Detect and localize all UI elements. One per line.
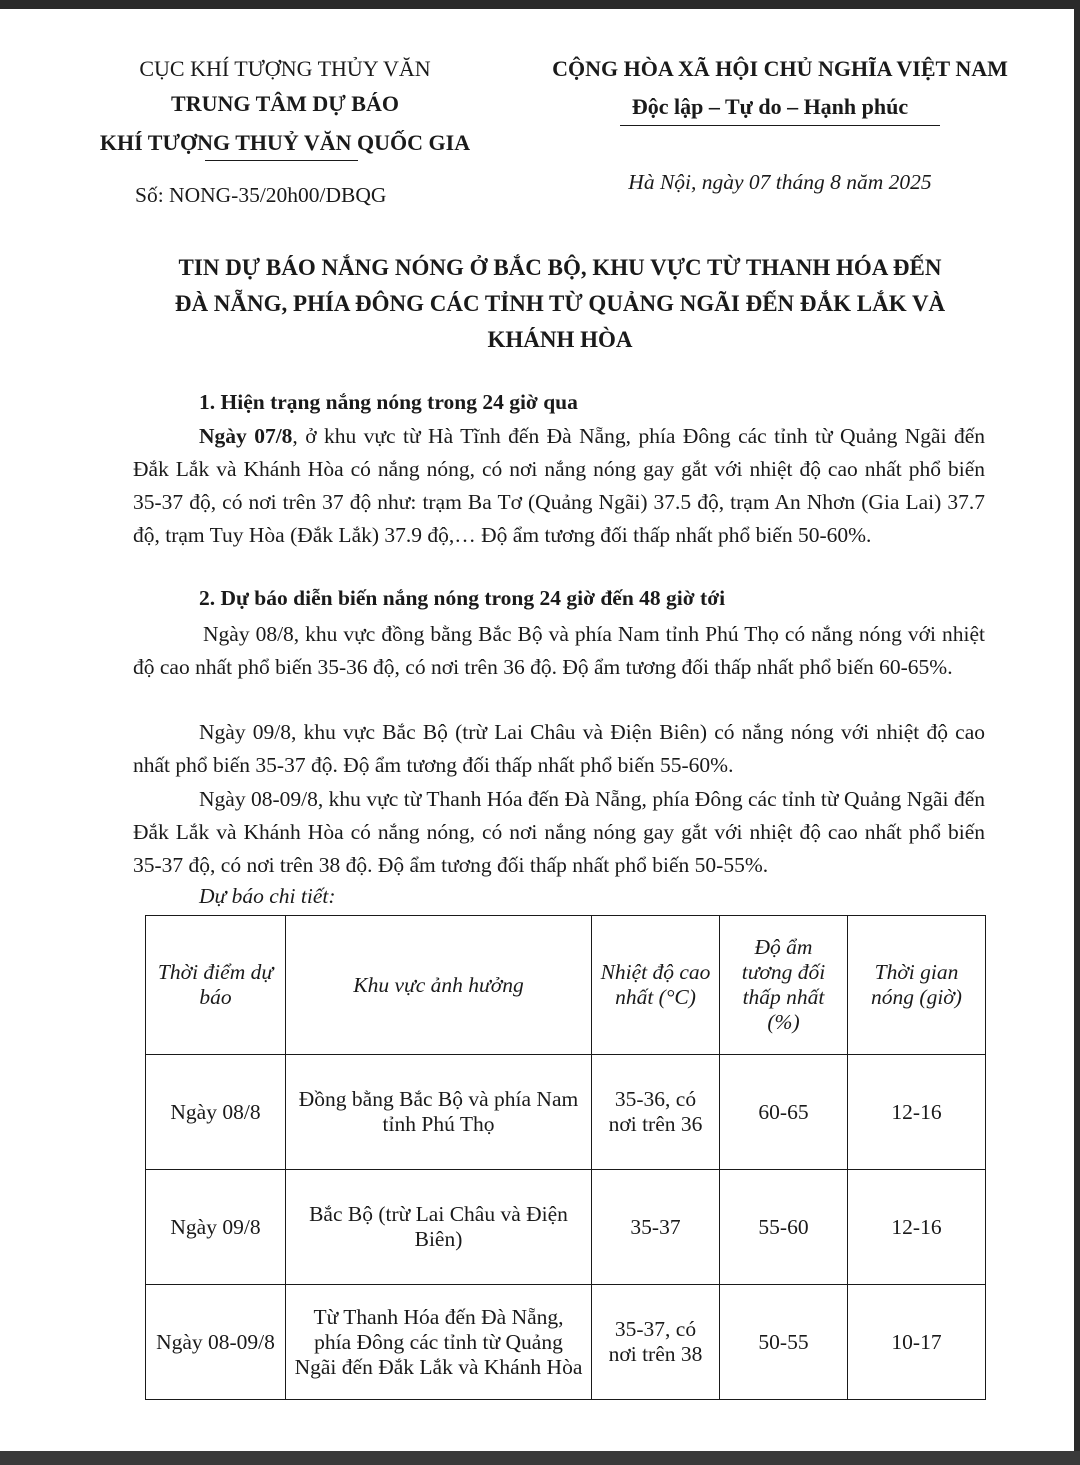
cell-hot-duration: 12-16 (848, 1170, 986, 1285)
header-hot-duration: Thời gian nóng (giờ) (848, 916, 986, 1055)
cell-affected-area: Bắc Bộ (trừ Lai Châu và Điện Biên) (286, 1170, 592, 1285)
table-header-row (146, 916, 986, 1055)
agency-underline (205, 160, 358, 161)
cell-min-humidity: 55-60 (720, 1170, 848, 1285)
cell-hot-duration: 10-17 (848, 1285, 986, 1400)
header-forecast-time: Thời điểm dự báo (146, 916, 286, 1055)
title-line: TIN DỰ BÁO NẮNG NÓNG Ở BẮC BỘ, KHU VỰC TỪ THANH HÓA ĐẾN (178, 255, 942, 280)
national-title: CỘNG HÒA XÃ HỘI CHỦ NGHĨA VIỆT NAM (552, 56, 1008, 81)
header-affected-area: Khu vực ảnh hưởng (286, 916, 592, 1055)
section-1-paragraph (133, 420, 985, 552)
document-date: Hà Nội, ngày 07 tháng 8 năm 2025 (628, 170, 932, 194)
forecast-paragraph-3 (133, 783, 985, 882)
table-row (146, 1170, 986, 1285)
photo-frame-bottom (0, 1451, 1080, 1465)
section-1-text: , ở khu vực từ Hà Tĩnh đến Đà Nẵng, phía Đông các tỉnh từ Quảng Ngãi đến Đắk Lắk và Khánh Hòa có nắng nóng, có nơi nắng nóng gay gắt với nhiệt độ cao nhất phổ biến 35-37 độ, có nơi trên 37 độ như: trạm Ba Tơ (Quảng Ngãi) 37.5 độ, trạm An Nhơn (Gia Lai) 37.7 độ, trạm Tuy Hòa (Đắk Lắk) 37.9 độ,… Độ ẩm tương đối thấp nhất phổ biến 50-60%. (133, 424, 986, 547)
agency-center: TRUNG TÂM DỰ BÁO (171, 91, 399, 116)
header-max-temperature: Nhiệt độ cao nhất (°C) (592, 916, 720, 1055)
cell-forecast-time: Ngày 08/8 (146, 1055, 286, 1170)
forecast-text-3: Ngày 08-09/8, khu vực từ Thanh Hóa đến Đà Nẵng, phía Đông các tỉnh từ Quảng Ngãi đến Đắk Lắk và Khánh Hòa có nắng nóng, có nơi nắng nóng gay gắt với nhiệt độ cao nhất phổ biến 35-37 độ, có nơi trên 38 độ. Độ ẩm tương đối thấp nhất phổ biến 50-55%. (133, 787, 985, 877)
agency-center-full: KHÍ TƯỢNG THUỶ VĂN QUỐC GIA (99, 130, 471, 155)
table-row (146, 1055, 986, 1170)
agency-parent: CỤC KHÍ TƯỢNG THỦY VĂN (139, 56, 431, 81)
document-number: Số: NONG-35/20h00/DBQG (135, 183, 387, 207)
forecast-text-2: Ngày 09/8, khu vực Bắc Bộ (trừ Lai Châu và Điện Biên) có nắng nóng với nhiệt độ cao nhất phổ biến 35-37 độ. Độ ẩm tương đối thấp nhất phổ biến 55-60%. (133, 720, 985, 777)
cell-forecast-time: Ngày 09/8 (146, 1170, 286, 1285)
section-1-date: Ngày 07/8 (199, 424, 293, 448)
photo-frame-right (1074, 0, 1080, 1465)
photo-frame-top (0, 0, 1080, 9)
title-line: KHÁNH HÒA (487, 327, 633, 352)
forecast-paragraph-1 (133, 618, 985, 684)
header-min-humidity: Độ ẩm tương đối thấp nhất (%) (720, 916, 848, 1055)
document-title (100, 250, 1020, 358)
motto-underline (620, 125, 940, 126)
forecast-table (145, 915, 986, 1400)
cell-min-humidity: 50-55 (720, 1285, 848, 1400)
section-2-heading: 2. Dự báo diễn biến nắng nóng trong 24 giờ đến 48 giờ tới (199, 586, 726, 610)
cell-hot-duration: 12-16 (848, 1055, 986, 1170)
national-motto: Độc lập – Tự do – Hạnh phúc (631, 94, 909, 119)
cell-affected-area: Từ Thanh Hóa đến Đà Nẵng, phía Đông các tỉnh từ Quảng Ngãi đến Đắk Lắk và Khánh Hòa (286, 1285, 592, 1400)
cell-forecast-time: Ngày 08-09/8 (146, 1285, 286, 1400)
detail-label: Dự báo chi tiết: (199, 884, 336, 908)
forecast-text-1: Ngày 08/8, khu vực đồng bằng Bắc Bộ và phía Nam tỉnh Phú Thọ có nắng nóng với nhiệt độ cao nhất phổ biến 35-36 độ, có nơi trên 36 độ. Độ ẩm tương đối thấp nhất phổ biến 60-65%. (133, 622, 985, 679)
cell-max-temperature: 35-37, có nơi trên 38 (592, 1285, 720, 1400)
table-row (146, 1285, 986, 1400)
cell-affected-area: Đồng bằng Bắc Bộ và phía Nam tỉnh Phú Thọ (286, 1055, 592, 1170)
cell-min-humidity: 60-65 (720, 1055, 848, 1170)
section-1-heading: 1. Hiện trạng nắng nóng trong 24 giờ qua (199, 390, 578, 414)
forecast-paragraph-2 (133, 716, 985, 782)
title-line: ĐÀ NẴNG, PHÍA ĐÔNG CÁC TỈNH TỪ QUẢNG NGÃI ĐẾN ĐẮK LẮK VÀ (174, 291, 946, 316)
cell-max-temperature: 35-37 (592, 1170, 720, 1285)
cell-max-temperature: 35-36, có nơi trên 36 (592, 1055, 720, 1170)
